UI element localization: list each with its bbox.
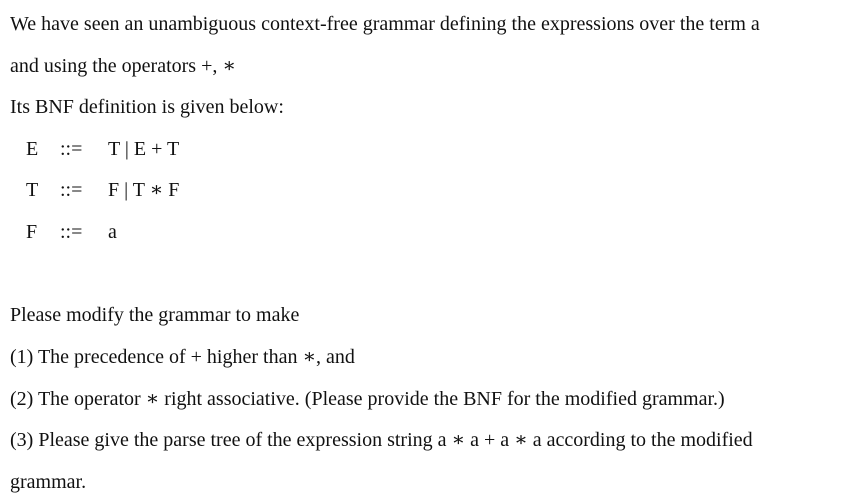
task-item-3: (3) Please give the parse tree of the expression string a ∗ a + a ∗ a according to the modified bbox=[10, 429, 753, 451]
bnf-rhs: T | E + T bbox=[108, 138, 180, 160]
intro-line-3: Its BNF definition is given below: bbox=[10, 96, 284, 118]
bnf-operator: ::= bbox=[60, 138, 83, 160]
task-item-1: (1) The precedence of + higher than ∗, and bbox=[10, 346, 355, 368]
intro-line-1: We have seen an unambiguous context-free grammar defining the expressions over the term a bbox=[10, 13, 760, 35]
bnf-lhs: F bbox=[26, 221, 38, 243]
task-item-3-continued: grammar. bbox=[10, 471, 87, 493]
bnf-lhs: T bbox=[26, 179, 39, 201]
bnf-rhs: a bbox=[108, 221, 117, 243]
task-intro: Please modify the grammar to make bbox=[10, 304, 300, 326]
bnf-lhs: E bbox=[26, 138, 39, 160]
bnf-operator: ::= bbox=[60, 221, 83, 243]
bnf-operator: ::= bbox=[60, 179, 83, 201]
intro-line-2: and using the operators +, ∗ bbox=[10, 55, 236, 77]
bnf-rhs: F | T ∗ F bbox=[108, 179, 180, 201]
task-item-2: (2) The operator ∗ right associative. (Please provide the BNF for the modified grammar.) bbox=[10, 388, 725, 410]
